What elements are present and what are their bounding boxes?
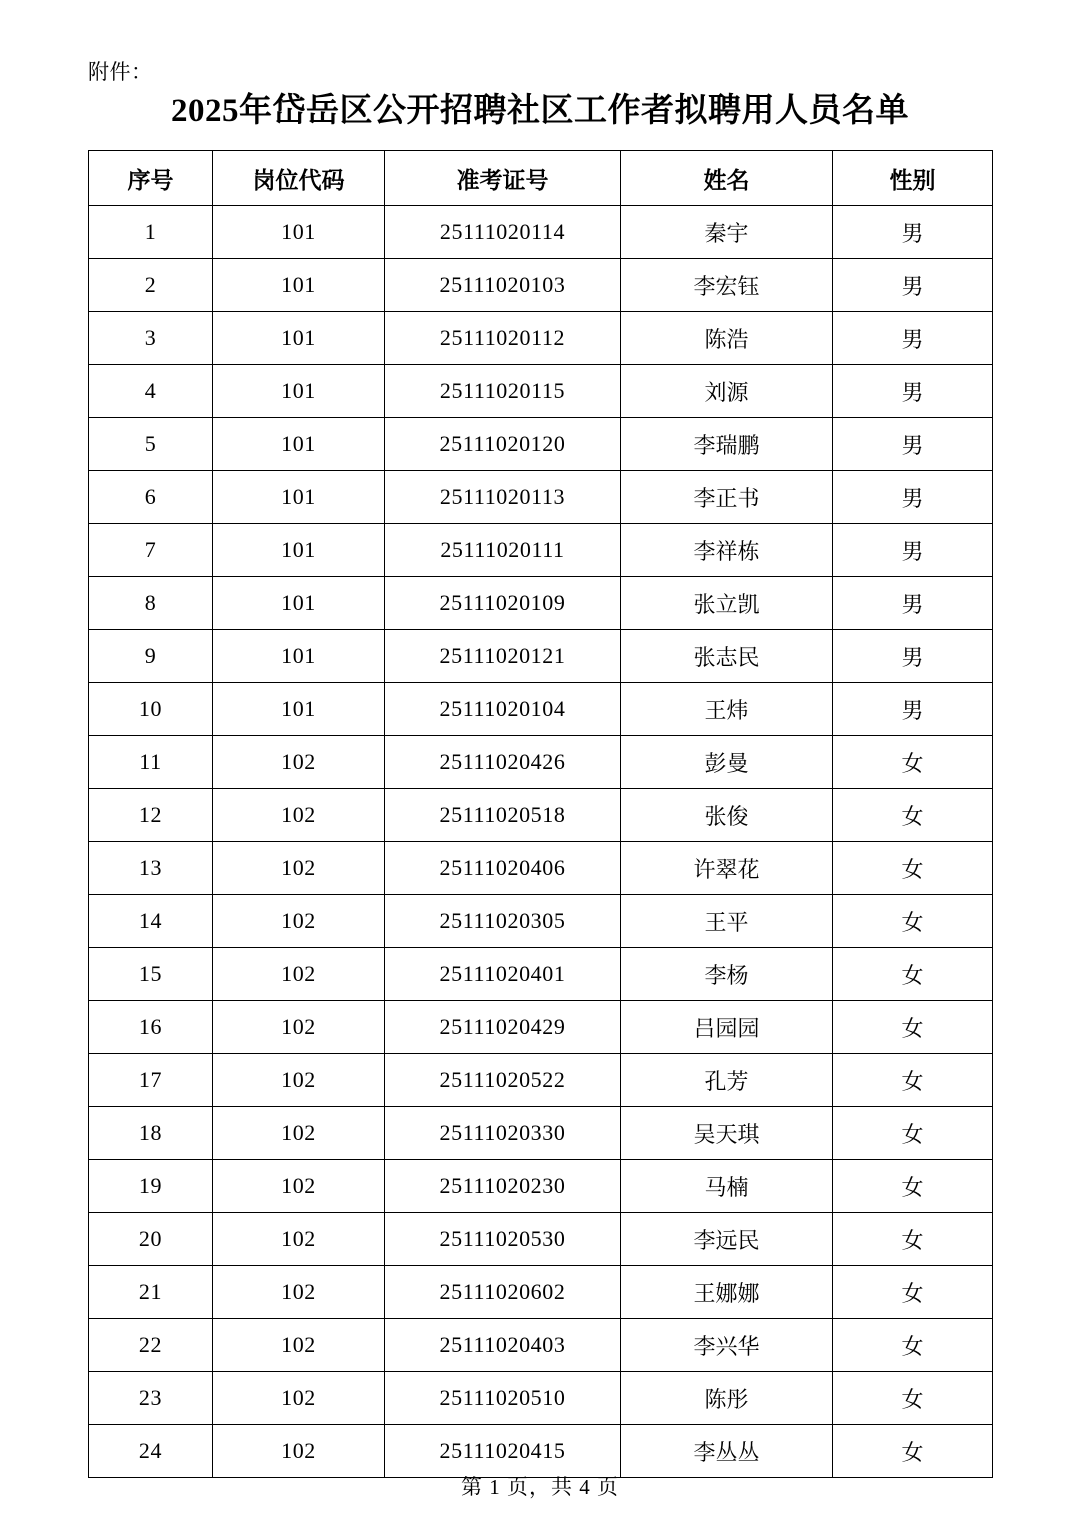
cell-index: 9	[89, 630, 213, 683]
table-row	[89, 418, 993, 471]
cell-index: 14	[89, 895, 213, 948]
cell-index: 8	[89, 577, 213, 630]
cell-code: 102	[213, 789, 385, 842]
cell-ticket: 25111020518	[385, 789, 621, 842]
table-header	[89, 151, 993, 206]
cell-gender: 男	[833, 418, 993, 471]
cell-ticket: 25111020121	[385, 630, 621, 683]
cell-code: 102	[213, 736, 385, 789]
table-row	[89, 471, 993, 524]
cell-code: 102	[213, 1107, 385, 1160]
cell-index: 23	[89, 1372, 213, 1425]
cell-code: 102	[213, 1425, 385, 1478]
cell-gender: 女	[833, 895, 993, 948]
column-header-index: 序号	[89, 151, 213, 206]
cell-name: 李兴华	[621, 1319, 833, 1372]
cell-code: 101	[213, 312, 385, 365]
cell-ticket: 25111020403	[385, 1319, 621, 1372]
cell-gender: 女	[833, 1001, 993, 1054]
cell-index: 5	[89, 418, 213, 471]
table-row	[89, 948, 993, 1001]
cell-index: 24	[89, 1425, 213, 1478]
cell-ticket: 25111020120	[385, 418, 621, 471]
cell-name: 张志民	[621, 630, 833, 683]
cell-name: 李丛丛	[621, 1425, 833, 1478]
cell-index: 22	[89, 1319, 213, 1372]
cell-gender: 男	[833, 630, 993, 683]
cell-gender: 男	[833, 524, 993, 577]
cell-code: 101	[213, 524, 385, 577]
cell-ticket: 25111020109	[385, 577, 621, 630]
cell-ticket: 25111020429	[385, 1001, 621, 1054]
table-row	[89, 1107, 993, 1160]
cell-ticket: 25111020530	[385, 1213, 621, 1266]
cell-code: 101	[213, 471, 385, 524]
cell-gender: 男	[833, 312, 993, 365]
page-footer: 第 1 页，共 4 页	[461, 1475, 619, 1499]
attachment-label: 附件：	[88, 60, 153, 84]
cell-name: 彭曼	[621, 736, 833, 789]
cell-index: 19	[89, 1160, 213, 1213]
cell-code: 102	[213, 1213, 385, 1266]
cell-name: 李杨	[621, 948, 833, 1001]
table-row	[89, 789, 993, 842]
cell-code: 102	[213, 842, 385, 895]
cell-code: 102	[213, 1266, 385, 1319]
table-row	[89, 259, 993, 312]
cell-gender: 女	[833, 1054, 993, 1107]
cell-code: 101	[213, 259, 385, 312]
cell-code: 101	[213, 630, 385, 683]
table-row	[89, 1372, 993, 1425]
cell-name: 秦宇	[621, 206, 833, 259]
cell-name: 马楠	[621, 1160, 833, 1213]
cell-index: 2	[89, 259, 213, 312]
cell-ticket: 25111020426	[385, 736, 621, 789]
cell-code: 102	[213, 1372, 385, 1425]
cell-ticket: 25111020113	[385, 471, 621, 524]
cell-name: 李祥栋	[621, 524, 833, 577]
cell-index: 11	[89, 736, 213, 789]
cell-ticket: 25111020103	[385, 259, 621, 312]
cell-index: 18	[89, 1107, 213, 1160]
cell-ticket: 25111020230	[385, 1160, 621, 1213]
roster-table	[88, 150, 993, 1478]
cell-gender: 男	[833, 471, 993, 524]
cell-name: 张俊	[621, 789, 833, 842]
table-row	[89, 1319, 993, 1372]
cell-gender: 女	[833, 1107, 993, 1160]
cell-ticket: 25111020401	[385, 948, 621, 1001]
cell-name: 吴天琪	[621, 1107, 833, 1160]
cell-name: 王平	[621, 895, 833, 948]
table-row	[89, 1425, 993, 1478]
cell-code: 101	[213, 206, 385, 259]
cell-name: 许翠花	[621, 842, 833, 895]
cell-gender: 男	[833, 577, 993, 630]
cell-index: 1	[89, 206, 213, 259]
table-row	[89, 683, 993, 736]
cell-code: 102	[213, 948, 385, 1001]
cell-index: 13	[89, 842, 213, 895]
cell-gender: 女	[833, 1372, 993, 1425]
cell-gender: 女	[833, 789, 993, 842]
cell-gender: 男	[833, 206, 993, 259]
cell-index: 7	[89, 524, 213, 577]
cell-name: 李瑞鹏	[621, 418, 833, 471]
cell-index: 20	[89, 1213, 213, 1266]
cell-code: 101	[213, 418, 385, 471]
cell-ticket: 25111020111	[385, 524, 621, 577]
cell-ticket: 25111020522	[385, 1054, 621, 1107]
column-header-gender: 性别	[833, 151, 993, 206]
cell-name: 王炜	[621, 683, 833, 736]
cell-name: 刘源	[621, 365, 833, 418]
cell-code: 102	[213, 895, 385, 948]
table-row	[89, 630, 993, 683]
cell-index: 12	[89, 789, 213, 842]
cell-index: 16	[89, 1001, 213, 1054]
cell-ticket: 25111020114	[385, 206, 621, 259]
cell-index: 3	[89, 312, 213, 365]
cell-ticket: 25111020406	[385, 842, 621, 895]
cell-index: 10	[89, 683, 213, 736]
column-header-name: 姓名	[621, 151, 833, 206]
cell-gender: 男	[833, 259, 993, 312]
cell-index: 4	[89, 365, 213, 418]
cell-gender: 女	[833, 1266, 993, 1319]
cell-code: 101	[213, 683, 385, 736]
cell-name: 王娜娜	[621, 1266, 833, 1319]
table-row	[89, 524, 993, 577]
cell-name: 陈彤	[621, 1372, 833, 1425]
cell-gender: 女	[833, 1160, 993, 1213]
cell-name: 吕园园	[621, 1001, 833, 1054]
cell-ticket: 25111020602	[385, 1266, 621, 1319]
column-header-ticket: 准考证号	[385, 151, 621, 206]
cell-name: 孔芳	[621, 1054, 833, 1107]
table-row	[89, 206, 993, 259]
page-title: 2025年岱岳区公开招聘社区工作者拟聘用人员名单	[171, 93, 909, 130]
table-row	[89, 842, 993, 895]
table-row	[89, 312, 993, 365]
cell-name: 陈浩	[621, 312, 833, 365]
cell-ticket: 25111020330	[385, 1107, 621, 1160]
cell-code: 102	[213, 1054, 385, 1107]
table-header-row	[89, 151, 993, 206]
table-row	[89, 1054, 993, 1107]
cell-code: 102	[213, 1319, 385, 1372]
cell-gender: 男	[833, 365, 993, 418]
cell-ticket: 25111020305	[385, 895, 621, 948]
table-row	[89, 736, 993, 789]
cell-index: 15	[89, 948, 213, 1001]
table-row	[89, 1213, 993, 1266]
cell-gender: 女	[833, 736, 993, 789]
table-row	[89, 577, 993, 630]
table-row	[89, 895, 993, 948]
cell-index: 21	[89, 1266, 213, 1319]
cell-name: 李正书	[621, 471, 833, 524]
cell-ticket: 25111020112	[385, 312, 621, 365]
cell-index: 6	[89, 471, 213, 524]
cell-gender: 女	[833, 1319, 993, 1372]
cell-gender: 男	[833, 683, 993, 736]
cell-code: 102	[213, 1160, 385, 1213]
table-body	[89, 206, 993, 1478]
cell-name: 李远民	[621, 1213, 833, 1266]
cell-code: 101	[213, 577, 385, 630]
cell-gender: 女	[833, 1425, 993, 1478]
cell-code: 101	[213, 365, 385, 418]
table-row	[89, 1160, 993, 1213]
table-row	[89, 365, 993, 418]
cell-ticket: 25111020415	[385, 1425, 621, 1478]
table-row	[89, 1001, 993, 1054]
column-header-code: 岗位代码	[213, 151, 385, 206]
table-row	[89, 1266, 993, 1319]
cell-gender: 女	[833, 948, 993, 1001]
cell-ticket: 25111020104	[385, 683, 621, 736]
cell-ticket: 25111020115	[385, 365, 621, 418]
cell-index: 17	[89, 1054, 213, 1107]
cell-gender: 女	[833, 1213, 993, 1266]
cell-name: 李宏钰	[621, 259, 833, 312]
cell-code: 102	[213, 1001, 385, 1054]
cell-name: 张立凯	[621, 577, 833, 630]
cell-ticket: 25111020510	[385, 1372, 621, 1425]
cell-gender: 女	[833, 842, 993, 895]
